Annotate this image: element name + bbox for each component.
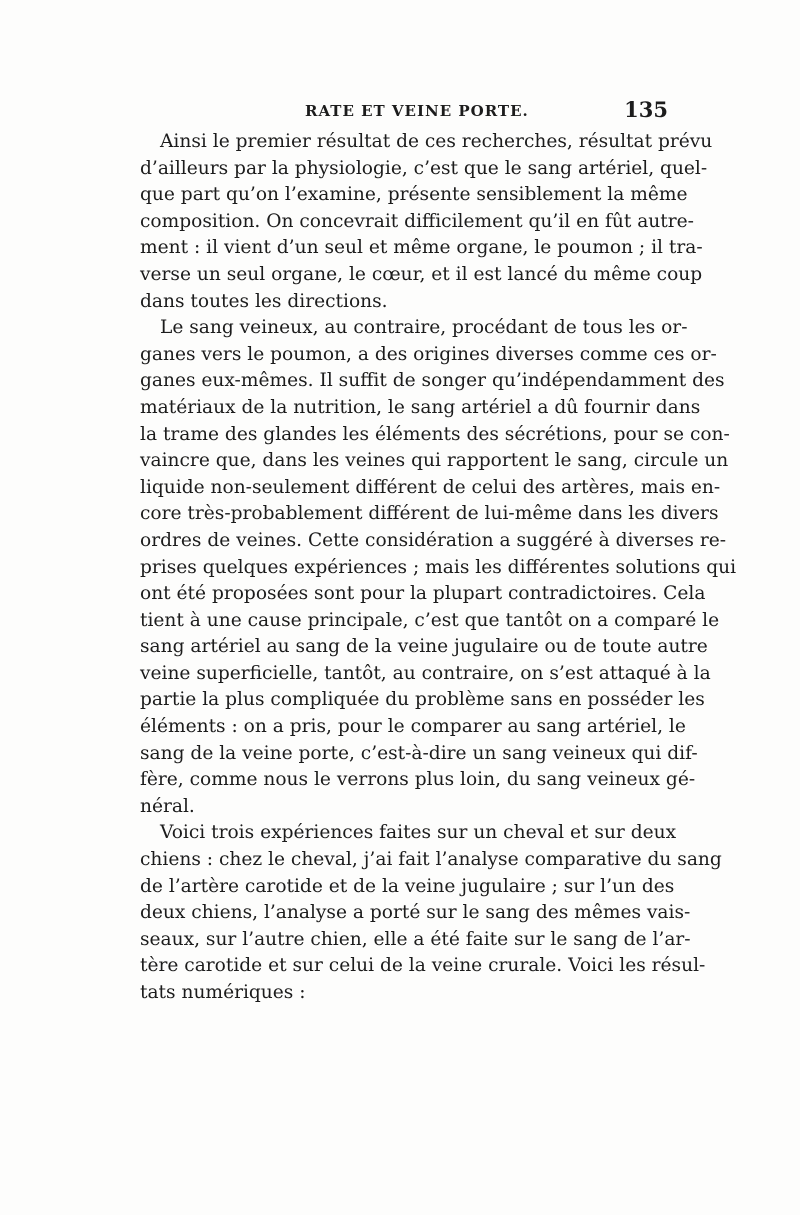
text-line: sang artériel au sang de la veine jugulaire ou de toute autre — [140, 636, 708, 658]
text-line: seaux, sur l’autre chien, elle a été faite sur le sang de l’ar- — [140, 928, 691, 950]
text-line: sang de la veine porte, c’est-à-dire un sang veineux qui dif- — [140, 742, 698, 764]
text-line: fère, comme nous le verrons plus loin, du sang veineux gé- — [140, 769, 696, 791]
text-line: deux chiens, l’analyse a porté sur le sang des mêmes vais- — [140, 902, 691, 924]
paragraph-3 — [140, 820, 722, 1006]
running-head — [140, 97, 668, 126]
text-line: éléments : on a pris, pour le comparer au sang artériel, le — [140, 716, 686, 738]
body-text — [140, 129, 737, 1007]
text-line: dans toutes les directions. — [140, 290, 388, 312]
text-line: vaincre que, dans les veines qui rapportent le sang, circule un — [140, 450, 729, 472]
text-line: la trame des glandes les éléments des sécrétions, pour se con- — [140, 423, 730, 445]
text-line: prises quelques expériences ; mais les différentes solutions qui — [140, 556, 737, 578]
text-line: tère carotide et sur celui de la veine crurale. Voici les résul- — [140, 955, 706, 977]
text-line: core très-probablement différent de lui-même dans les divers — [140, 503, 719, 525]
text-line: ont été proposées sont pour la plupart contradictoires. Cela — [140, 583, 706, 605]
text-line: veine superficielle, tantôt, au contraire, on s’est attaqué à la — [140, 662, 711, 684]
text-line: ganes vers le poumon, a des origines diverses comme ces or- — [140, 343, 717, 365]
paragraph-2 — [140, 315, 737, 820]
text-line: matériaux de la nutrition, le sang artériel a dû fournir dans — [140, 396, 701, 418]
text-line: chiens : chez le cheval, j’ai fait l’analyse comparative du sang — [140, 849, 722, 871]
text-line: que part qu’on l’examine, présente sensiblement la même — [140, 184, 688, 206]
text-line: Le sang veineux, au contraire, procédant de tous les or- — [160, 317, 688, 339]
text-line: Voici trois expériences faites sur un cheval et sur deux — [160, 822, 677, 844]
text-line: ordres de veines. Cette considération a suggéré à diverses re- — [140, 529, 727, 551]
paragraph-1 — [140, 129, 713, 315]
text-line: de l’artère carotide et de la veine jugulaire ; sur l’un des — [140, 875, 675, 897]
text-line: verse un seul organe, le cœur, et il est lancé du même coup — [140, 263, 703, 285]
text-line: tient à une cause principale, c’est que tantôt on a comparé le — [140, 609, 720, 631]
running-title: RATE ET VEINE PORTE. — [305, 102, 529, 120]
page-number: 135 — [624, 97, 668, 122]
text-line: néral. — [140, 795, 195, 817]
text-line: Ainsi le premier résultat de ces recherches, résultat prévu — [160, 131, 713, 152]
text-line: d’ailleurs par la physiologie, c’est que le sang artériel, quel- — [140, 157, 708, 179]
text-line: composition. On concevrait difficilement qu’il en fût autre- — [140, 210, 694, 232]
text-line: ganes eux-mêmes. Il suffit de songer qu’indépendamment des — [140, 370, 725, 392]
text-line: liquide non-seulement différent de celui des artères, mais en- — [140, 476, 721, 498]
text-line: ment : il vient d’un seul et même organe, le poumon ; il tra- — [140, 237, 703, 259]
text-line: partie la plus compliquée du problème sans en posséder les — [140, 689, 705, 711]
text-line: tats numériques : — [140, 982, 306, 1003]
